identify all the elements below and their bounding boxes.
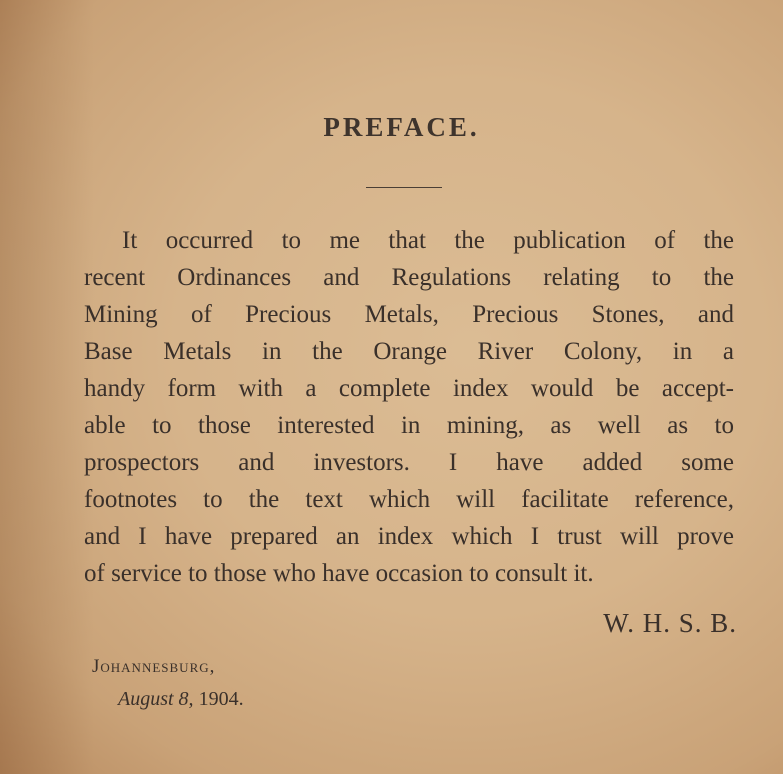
- date-month-day: August 8,: [118, 688, 194, 710]
- paragraph-line: It occurred to me that the publication of the: [122, 227, 734, 254]
- page-title: PREFACE.: [323, 112, 480, 142]
- paragraph-line: prospectors and investors. I have added some: [84, 449, 734, 476]
- author-initials: W. H. S. B.: [603, 608, 737, 638]
- paragraph-line: of service to those who have occasion to consult it.: [84, 560, 594, 587]
- paragraph-line: Base Metals in the Orange River Colony, in a: [84, 338, 734, 365]
- title-divider-rule: [366, 187, 442, 188]
- paragraph-line: Mining of Precious Metals, Precious Stones, and: [84, 301, 734, 328]
- preface-paragraph: [84, 222, 734, 592]
- date-line: [118, 688, 244, 711]
- date-year: 1904.: [198, 688, 244, 710]
- paragraph-line: recent Ordinances and Regulations relating to the: [84, 264, 734, 291]
- place-line: Johannesburg,: [92, 656, 216, 677]
- paragraph-line: and I have prepared an index which I trust will prove: [84, 523, 734, 550]
- paragraph-line: able to those interested in mining, as well as to: [84, 412, 734, 439]
- paragraph-line: footnotes to the text which will facilitate reference,: [84, 486, 734, 513]
- paragraph-line: handy form with a complete index would be accept-: [84, 375, 734, 402]
